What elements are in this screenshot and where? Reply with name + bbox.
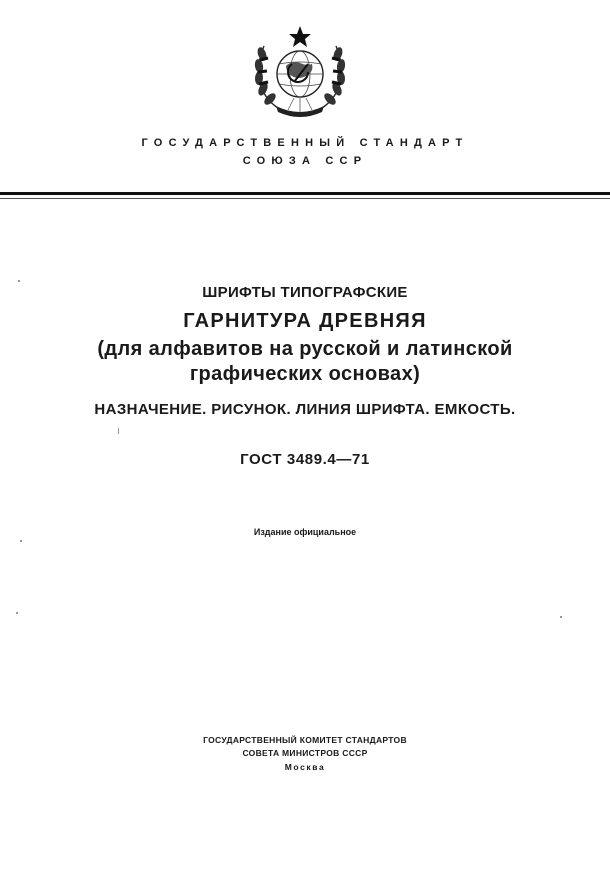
scan-speck (560, 616, 562, 618)
document-subtitle-line-1: (для алфавитов на русской и латинской (97, 338, 513, 360)
issuer-line-2: СОЮЗА ССР (242, 155, 368, 167)
publisher-line-2: СОВЕТА МИНИСТРОВ СССР (242, 748, 368, 758)
document-series: ШРИФТЫ ТИПОГРАФСКИЕ (202, 284, 408, 301)
publisher-city: Москва (284, 762, 326, 772)
document-title: ГАРНИТУРА ДРЕВНЯЯ (183, 310, 427, 332)
issuer-line-1: ГОСУДАРСТВЕННЫЙ СТАНДАРТ (141, 137, 469, 149)
scan-speck (16, 612, 18, 614)
edition-note: Издание официальное (253, 527, 357, 537)
header-divider-thick (0, 192, 610, 195)
gost-number: ГОСТ 3489.4—71 (240, 451, 370, 468)
scan-speck (20, 540, 22, 542)
scan-speck (18, 280, 20, 282)
document-scope: НАЗНАЧЕНИЕ. РИСУНОК. ЛИНИЯ ШРИФТА. ЕМКОСТЬ. (94, 401, 516, 418)
ussr-state-emblem-icon (248, 20, 352, 120)
publisher-line-1: ГОСУДАРСТВЕННЫЙ КОМИТЕТ СТАНДАРТОВ (203, 735, 407, 745)
scan-speck (118, 428, 119, 434)
header-divider-thin (0, 198, 610, 199)
document-subtitle-line-2: графических основах) (189, 363, 421, 385)
